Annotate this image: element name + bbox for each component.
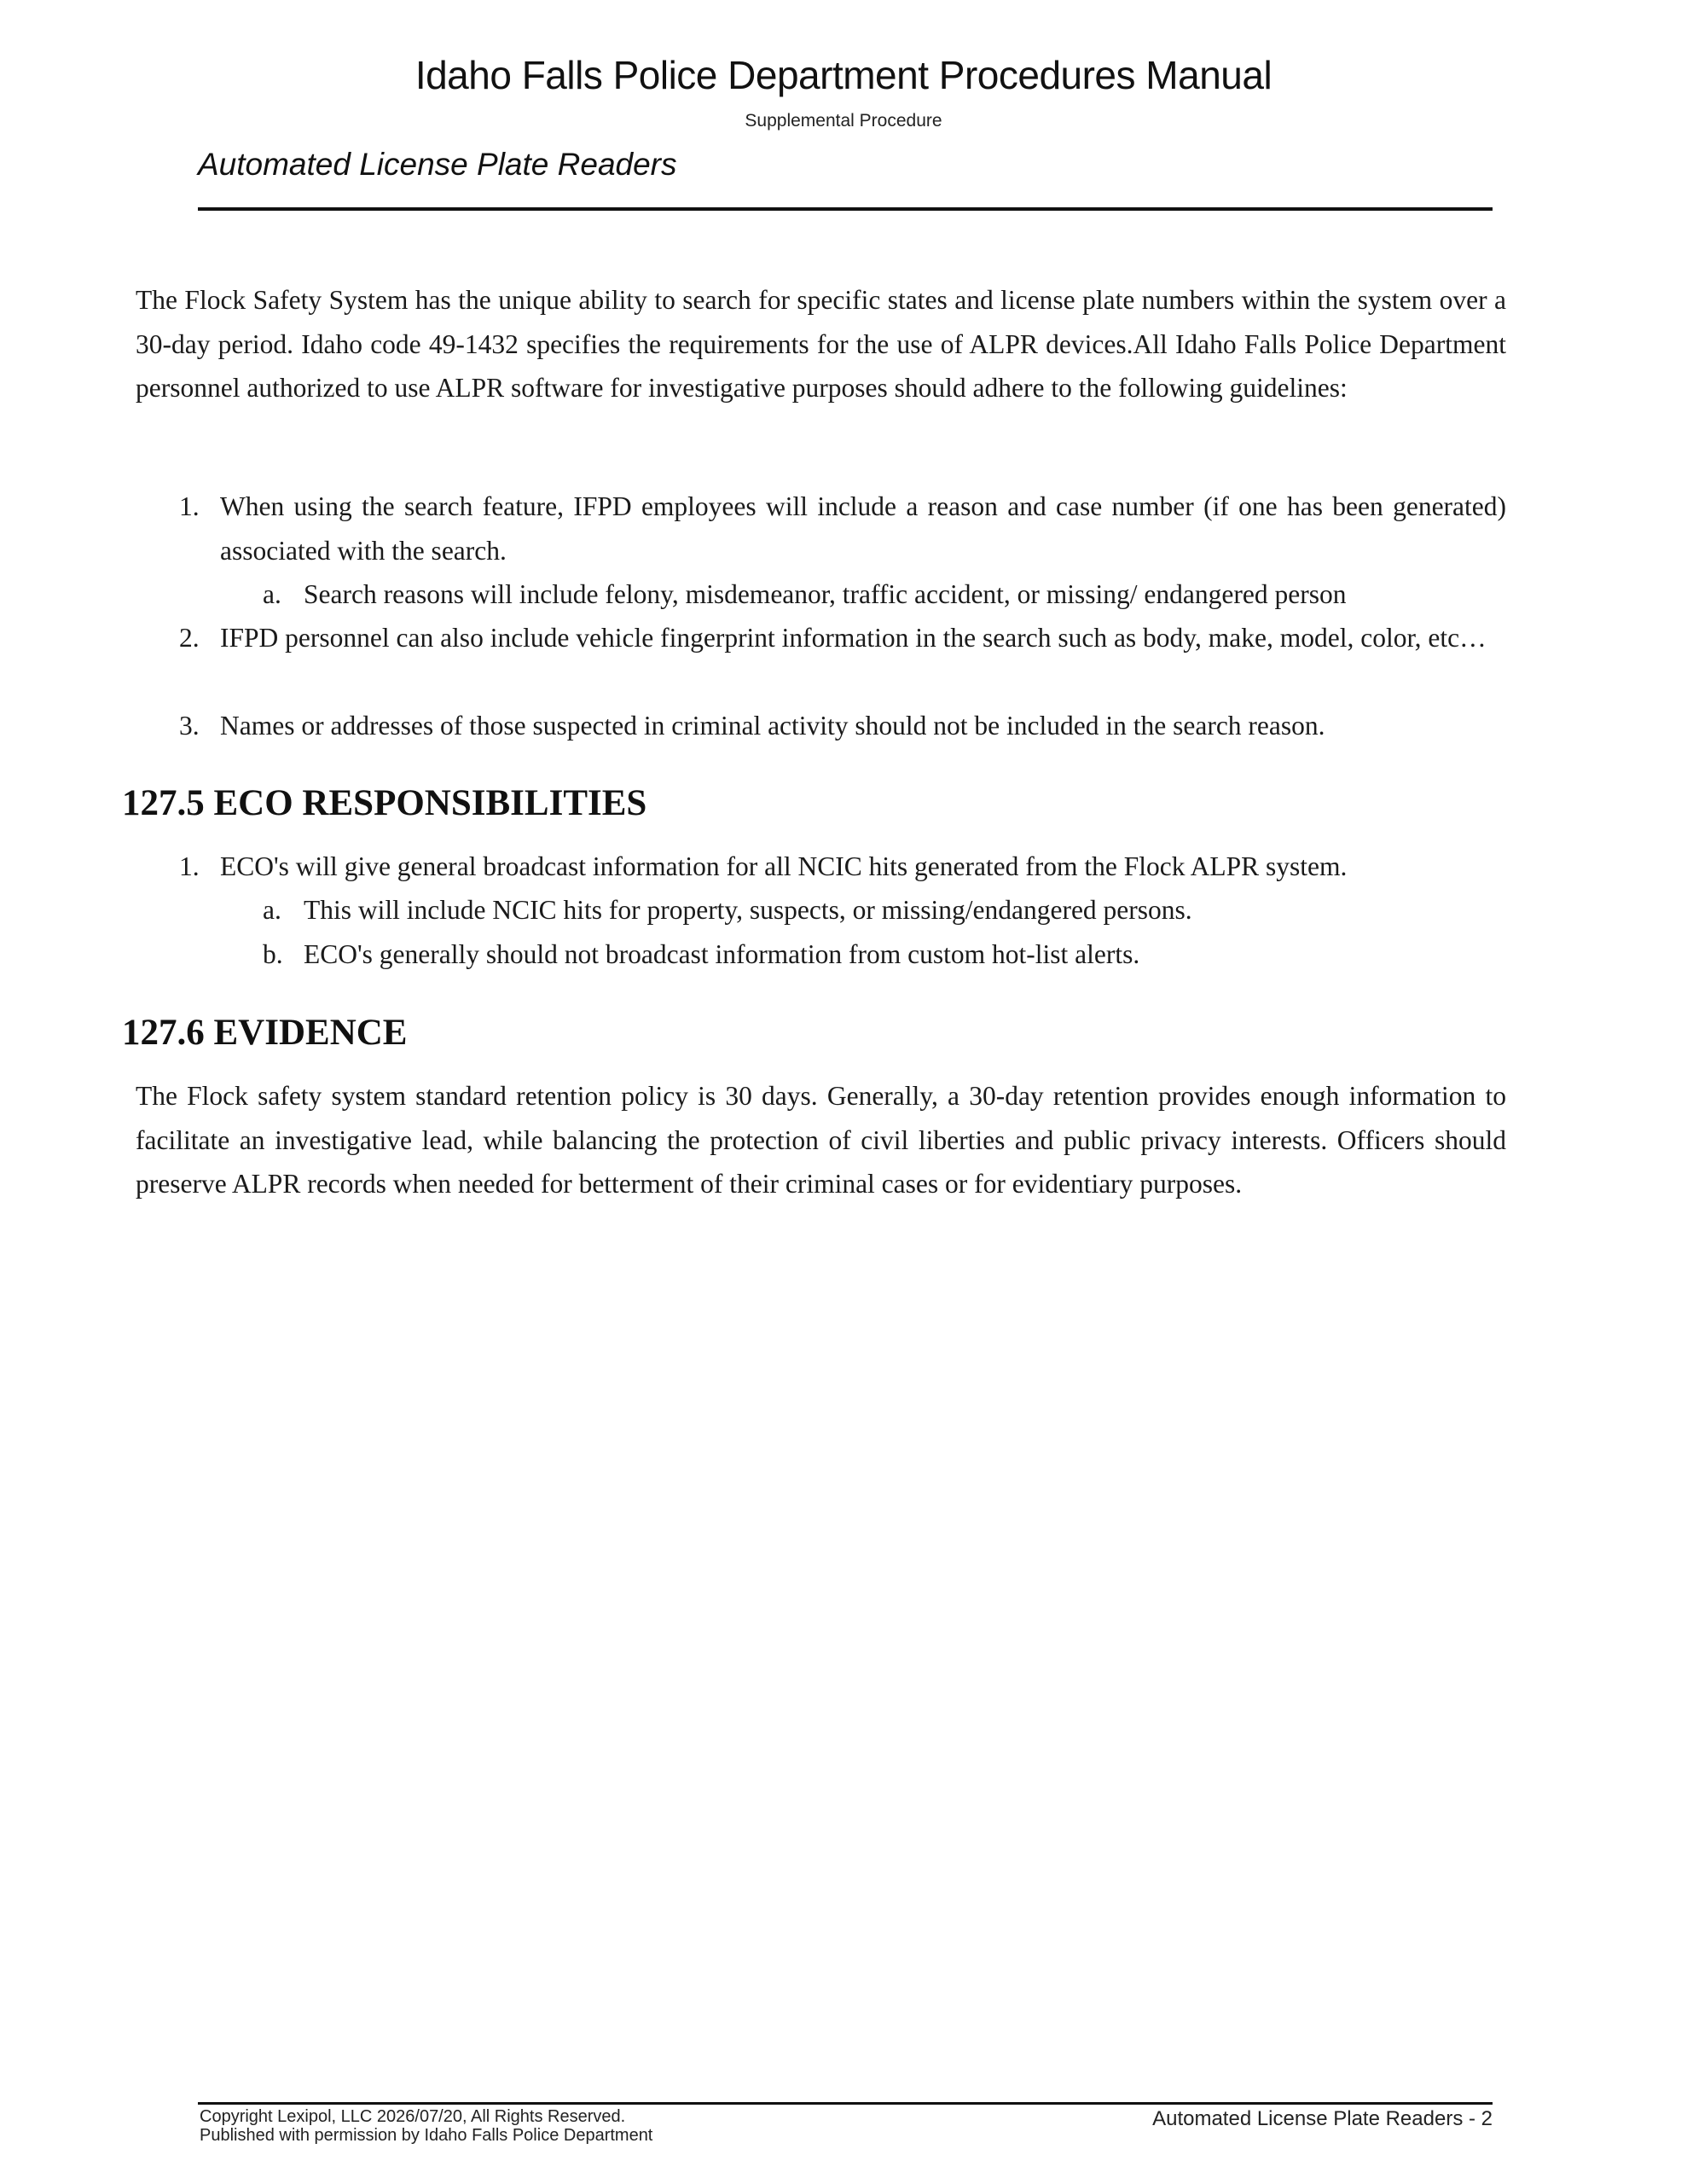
guideline-text: IFPD personnel can also include vehicle fingerprint information in the search such as body, make, model, color, etc… [220, 623, 1487, 653]
permission-notice: Published with permission by Idaho Falls Police Department [200, 2126, 653, 2145]
eco-text: ECO's will give general broadcast information for all NCIC hits generated from the Flock ALPR system. [220, 851, 1348, 881]
list-marker: 1. [179, 491, 200, 521]
guideline-text: Names or addresses of those suspected in criminal activity should not be included in the search reason. [220, 711, 1325, 741]
guideline-subtext: Search reasons will include felony, misdemeanor, traffic accident, or missing/ endangered person [304, 579, 1347, 609]
guideline-item-3 [179, 704, 1506, 748]
evidence-paragraph: The Flock safety system standard retention policy is 30 days. Generally, a 30-day retention provides enough information to facilitate an investigative lead, while balancing the protection of civil liberties and public privacy interests. Officers should preserve ALPR records when needed for betterment of their criminal cases or for evidentiary purposes. [136, 1081, 1506, 1199]
list-marker: b. [263, 939, 283, 969]
list-marker: 3. [179, 711, 200, 741]
eco-subitem-1a [263, 888, 1506, 932]
eco-subtext: ECO's generally should not broadcast information from custom hot-list alerts. [304, 939, 1140, 969]
list-marker: a. [263, 895, 281, 925]
footer-legal [200, 2107, 652, 2145]
copyright-notice: Copyright Lexipol, LLC 2026/07/20, All Rights Reserved. [200, 2107, 626, 2126]
list-marker: a. [263, 579, 281, 609]
eco-heading: 127.5 ECO RESPONSIBILITIES [122, 783, 647, 823]
header-divider [198, 207, 1493, 211]
eco-item-1 [179, 845, 1506, 889]
eco-subitem-1b [263, 932, 1506, 977]
guideline-item-2 [179, 616, 1506, 660]
evidence-heading: 127.6 EVIDENCE [122, 1013, 408, 1053]
footer-divider [198, 2102, 1493, 2105]
guideline-subitem-1a [263, 572, 1506, 617]
list-marker: 1. [179, 851, 200, 881]
section-title: Automated License Plate Readers [198, 147, 677, 182]
page-label: Automated License Plate Readers - 2 [1152, 2107, 1493, 2130]
intro-paragraph: The Flock Safety System has the unique ability to search for specific states and license plate numbers within the system over a 30-day period. Idaho code 49-1432 specifies the requirements for the use of ALPR devices.All Idaho Falls Police Department personnel authorized to use ALPR software for investigative purposes should adhere to the following guidelines: [136, 285, 1506, 403]
list-marker: 2. [179, 623, 200, 653]
manual-title: Idaho Falls Police Department Procedures Manual [415, 53, 1272, 97]
manual-subtitle: Supplemental Procedure [745, 111, 942, 131]
guideline-item-1 [179, 485, 1506, 572]
eco-subtext: This will include NCIC hits for property, suspects, or missing/endangered persons. [304, 895, 1192, 925]
guideline-text: When using the search feature, IFPD employees will include a reason and case number (if one has been generated) associated with the search. [220, 491, 1506, 566]
